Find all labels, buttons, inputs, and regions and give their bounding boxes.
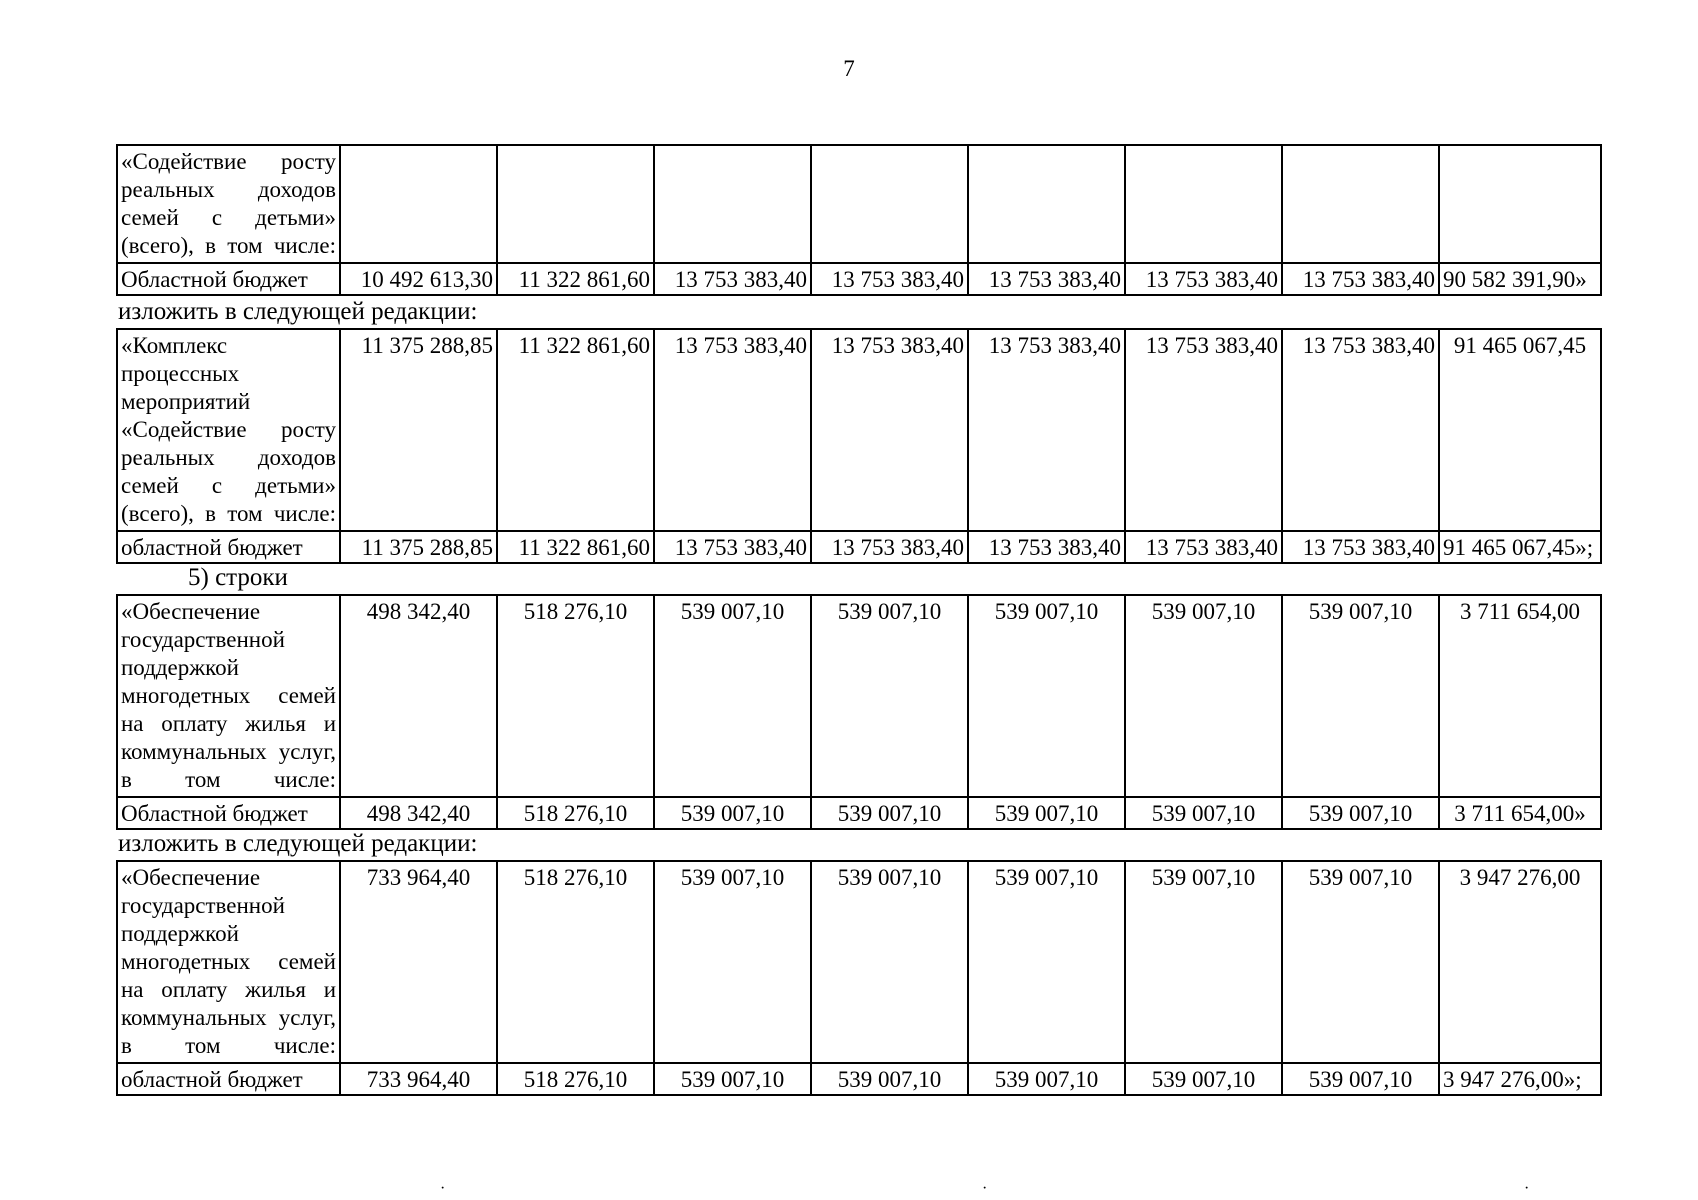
- table-cell: 11 322 861,60: [497, 263, 654, 295]
- table-cell: 539 007,10: [968, 797, 1125, 829]
- scan-speck: ·: [440, 1180, 446, 1197]
- table-row: [117, 861, 1601, 1063]
- table-cell: 539 007,10: [968, 861, 1125, 1063]
- table-row: [117, 797, 1601, 829]
- table-cell: 13 753 383,40: [654, 263, 811, 295]
- table-cell: 13 753 383,40: [654, 329, 811, 531]
- table-cell: 539 007,10: [1282, 797, 1439, 829]
- table-cell: 13 753 383,40: [968, 263, 1125, 295]
- table-cell: 539 007,10: [654, 1063, 811, 1095]
- table-cell: 518 276,10: [497, 1063, 654, 1095]
- table-cell: 539 007,10: [968, 595, 1125, 797]
- table-cell: 498 342,40: [340, 797, 497, 829]
- table-cell: 13 753 383,40: [968, 329, 1125, 531]
- table-cell: 539 007,10: [811, 595, 968, 797]
- table-cell: 3 711 654,00»: [1439, 797, 1601, 829]
- budget-table-original-1: [116, 144, 1602, 296]
- table-cell: 13 753 383,40: [811, 329, 968, 531]
- table-cell: 539 007,10: [1282, 595, 1439, 797]
- table-cell: 539 007,10: [654, 797, 811, 829]
- replace-heading: изложить в следующей редакции:: [118, 830, 478, 857]
- row-label: областной бюджет: [117, 531, 340, 563]
- table-cell: 13 753 383,40: [1282, 329, 1439, 531]
- table-cell: 498 342,40: [340, 595, 497, 797]
- table-cell: 11 375 288,85: [340, 531, 497, 563]
- table-cell: 539 007,10: [811, 861, 968, 1063]
- row-label: «Обеспечение государственной поддержкой многодетных семей на оплату жилья и коммунальных услуг, в том числе:: [117, 595, 340, 797]
- table-cell: 13 753 383,40: [1125, 263, 1282, 295]
- table-cell: 539 007,10: [654, 861, 811, 1063]
- row-label: Областной бюджет: [117, 263, 340, 295]
- table-cell: 539 007,10: [1282, 1063, 1439, 1095]
- table-cell: 539 007,10: [1125, 861, 1282, 1063]
- row-label: областной бюджет: [117, 1063, 340, 1095]
- table-cell: 90 582 391,90»: [1439, 263, 1601, 295]
- table-cell: 518 276,10: [497, 595, 654, 797]
- table-cell: 13 753 383,40: [1282, 263, 1439, 295]
- table-cell: [654, 145, 811, 263]
- budget-table-revised-1: [116, 328, 1602, 564]
- table-row: [117, 595, 1601, 797]
- budget-table-original-2: [116, 594, 1602, 830]
- scan-speck: ·: [1524, 1180, 1530, 1197]
- table-cell: [497, 145, 654, 263]
- table-cell: 3 947 276,00»;: [1439, 1063, 1601, 1095]
- table-cell: 733 964,40: [340, 861, 497, 1063]
- table-cell: 539 007,10: [654, 595, 811, 797]
- row-label: «Обеспечение государственной поддержкой многодетных семей на оплату жилья и коммунальных услуг, в том числе:: [117, 861, 340, 1063]
- budget-table-revised-2: [116, 860, 1602, 1096]
- table-cell: 539 007,10: [1282, 861, 1439, 1063]
- table-cell: [1125, 145, 1282, 263]
- replace-heading: изложить в следующей редакции:: [118, 298, 478, 325]
- row-label: Областной бюджет: [117, 797, 340, 829]
- table-cell: [968, 145, 1125, 263]
- row-label: «Содействие росту реальных доходов семей с детьми» (всего), в том числе:: [117, 145, 340, 263]
- table-cell: 3 947 276,00: [1439, 861, 1601, 1063]
- table-row: [117, 145, 1601, 263]
- table-row: [117, 1063, 1601, 1095]
- rows-heading: 5) строки: [188, 564, 288, 591]
- table-cell: 91 465 067,45»;: [1439, 531, 1601, 563]
- table-cell: 10 492 613,30: [340, 263, 497, 295]
- table-cell: [1439, 145, 1601, 263]
- table-cell: 13 753 383,40: [1125, 329, 1282, 531]
- table-cell: [340, 145, 497, 263]
- table-cell: 11 322 861,60: [497, 329, 654, 531]
- table-cell: 518 276,10: [497, 797, 654, 829]
- page-number: 7: [843, 56, 855, 81]
- table-cell: 539 007,10: [811, 797, 968, 829]
- table-cell: 539 007,10: [811, 1063, 968, 1095]
- table-cell: 3 711 654,00: [1439, 595, 1601, 797]
- table-cell: 11 375 288,85: [340, 329, 497, 531]
- row-label: «Комплекс процессных мероприятий «Содействие росту реальных доходов семей с детьми» (всего), в том числе:: [117, 329, 340, 531]
- table-cell: 13 753 383,40: [811, 531, 968, 563]
- table-cell: 518 276,10: [497, 861, 654, 1063]
- table-cell: 13 753 383,40: [654, 531, 811, 563]
- table-cell: 539 007,10: [1125, 1063, 1282, 1095]
- table-cell: [1282, 145, 1439, 263]
- table-cell: 91 465 067,45: [1439, 329, 1601, 531]
- table-row: [117, 263, 1601, 295]
- table-cell: 539 007,10: [968, 1063, 1125, 1095]
- table-cell: 539 007,10: [1125, 595, 1282, 797]
- table-cell: 13 753 383,40: [811, 263, 968, 295]
- table-cell: 13 753 383,40: [1125, 531, 1282, 563]
- table-row: [117, 531, 1601, 563]
- table-cell: [811, 145, 968, 263]
- scan-speck: ·: [982, 1180, 988, 1197]
- table-cell: 11 322 861,60: [497, 531, 654, 563]
- table-cell: 13 753 383,40: [1282, 531, 1439, 563]
- table-cell: 539 007,10: [1125, 797, 1282, 829]
- table-cell: 13 753 383,40: [968, 531, 1125, 563]
- table-cell: 733 964,40: [340, 1063, 497, 1095]
- table-row: [117, 329, 1601, 531]
